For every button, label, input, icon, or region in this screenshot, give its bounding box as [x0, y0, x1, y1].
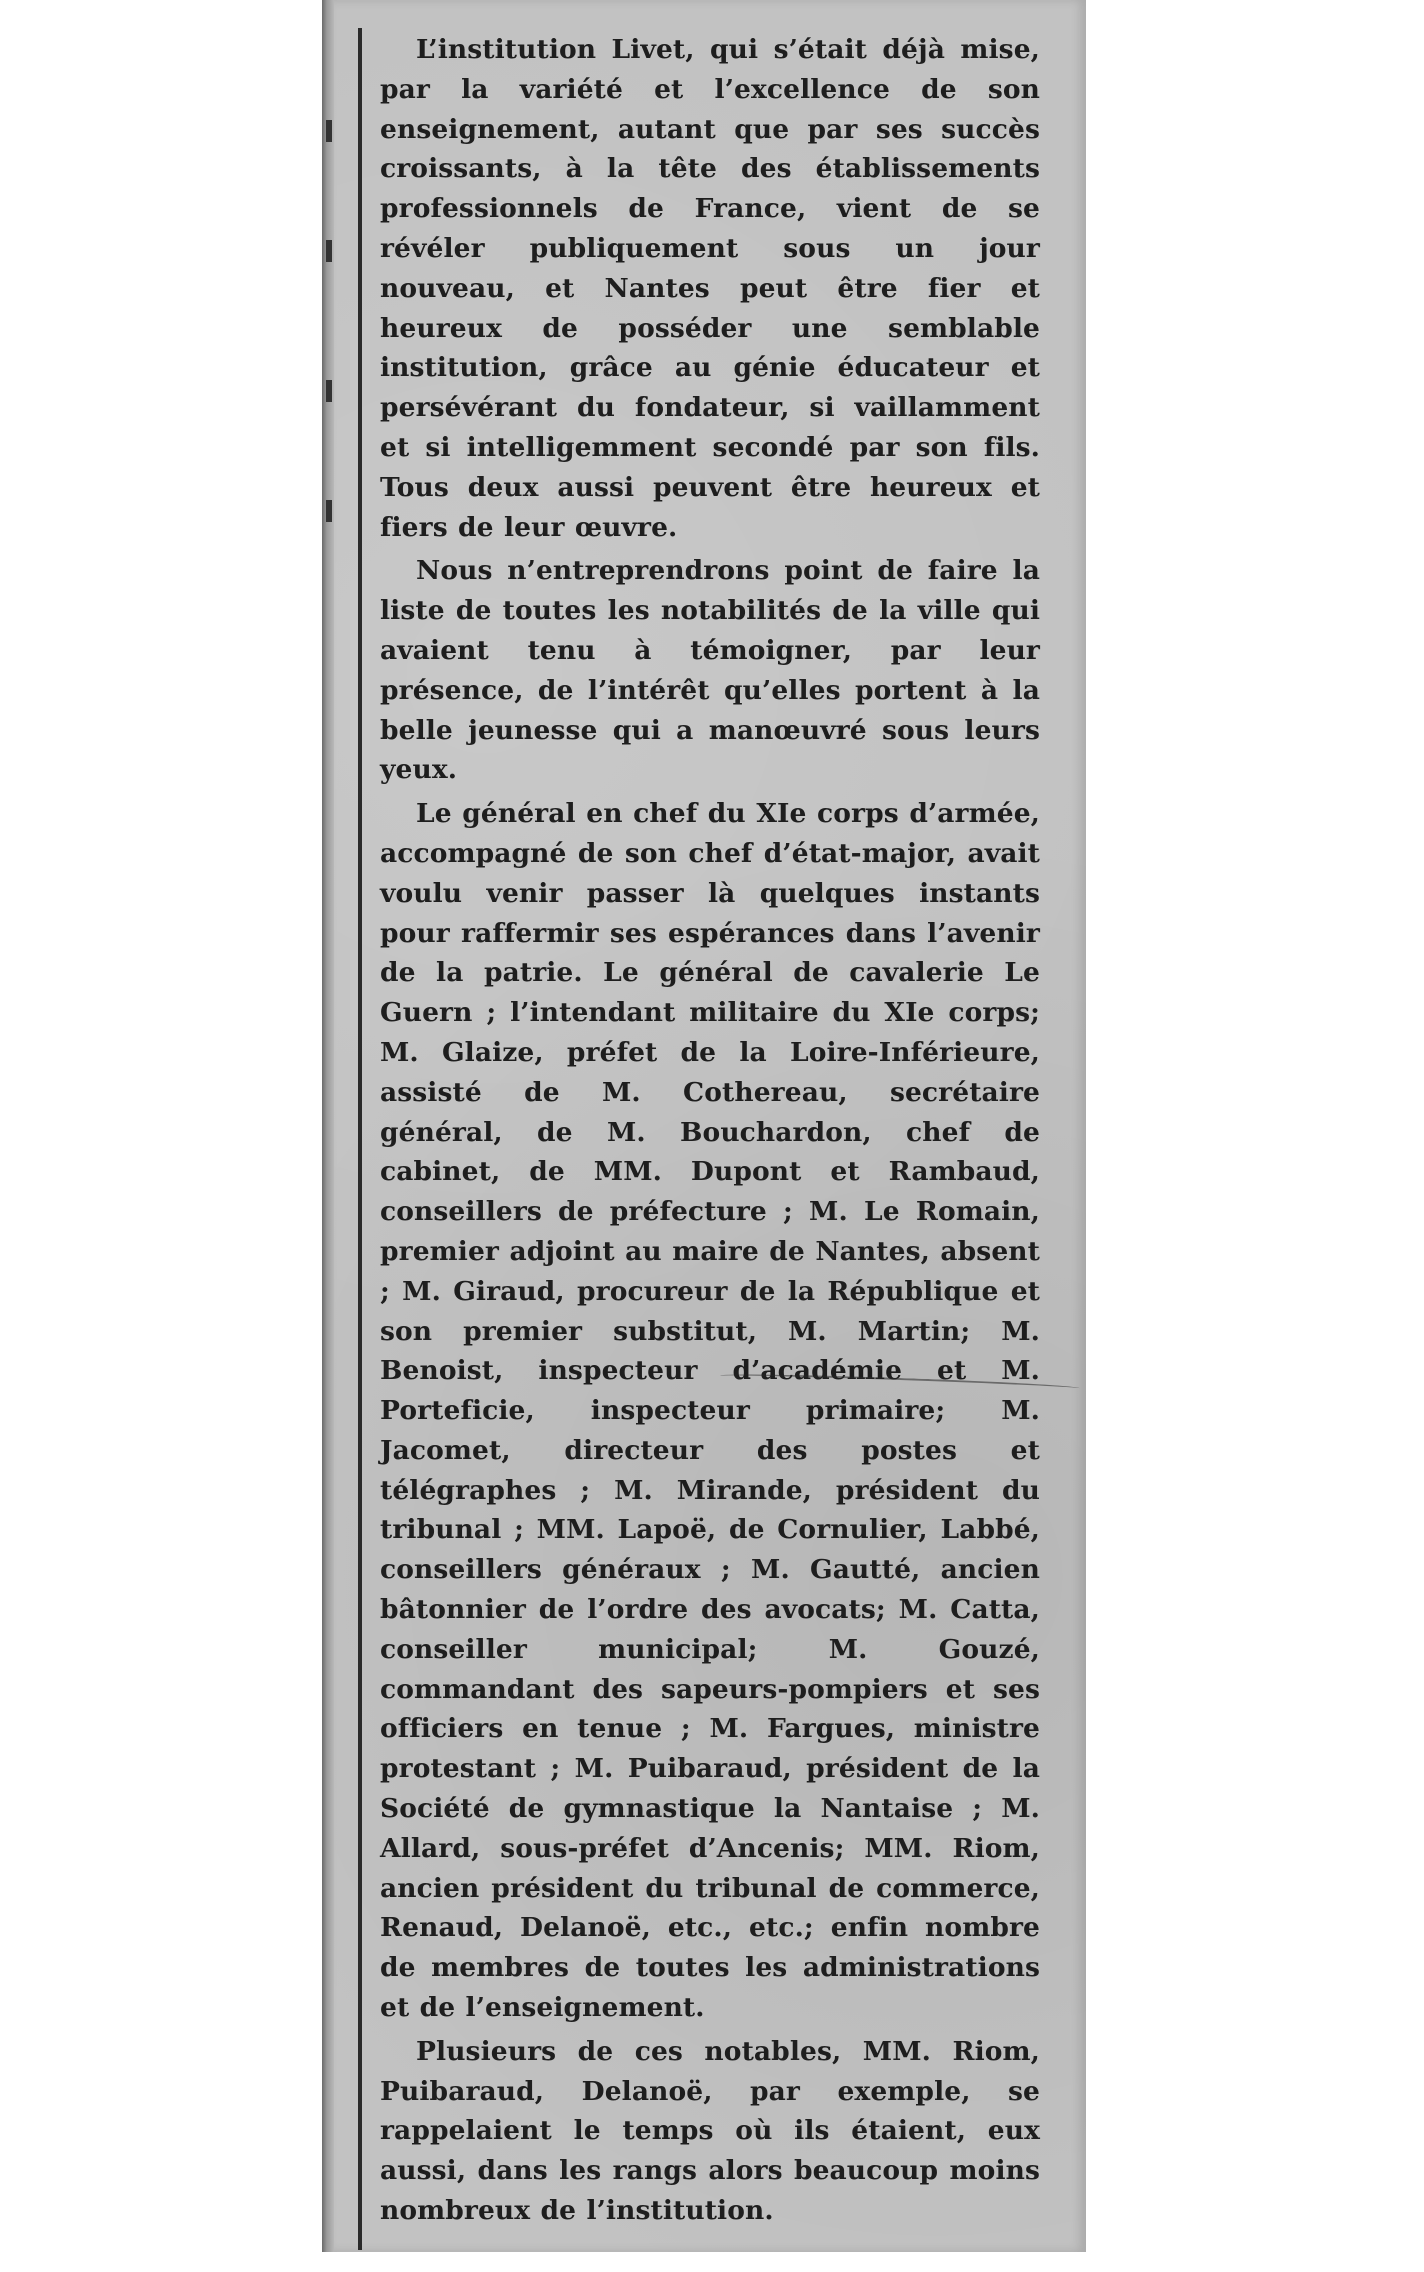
column-rule [358, 28, 362, 2250]
article-text [380, 30, 1040, 2231]
paragraph-1: L’institution Livet, qui s’était déjà mise, par la variété et l’excellence de son enseignement, autant que par ses succès croissants, à la tête des établissements professionnels de France, vient de se révéler publiquement sous un jour nouveau, et Nantes peut être fier et heureux de posséder une semblable institution, grâce au génie éducateur et persévérant du fondateur, si vaillamment et si intelligemment secondé par son fils. Tous deux aussi peuvent être heureux et fiers de leur œuvre. [380, 34, 1040, 543]
edge-mark [326, 240, 332, 262]
edge-marks [326, 120, 334, 520]
paragraph-3: Le général en chef du XIe corps d’armée, accompagné de son chef d’état-major, avait voulu venir passer là quelques instants pour raffermir ses espérances dans l’avenir de la patrie. Le général de cavalerie Le Guern ; l’intendant militaire du XIe corps; M. Glaize, préfet de la Loire-Inférieure, assisté de M. Cothereau, secrétaire général, de M. Bouchardon, chef de cabinet, de MM. Dupont et Rambaud, conseillers de préfecture ; M. Le Romain, premier adjoint au maire de Nantes, absent ; M. Giraud, procureur de la République et son premier substitut, M. Martin; M. Benoist, inspecteur d’académie et M. Porteficie, inspecteur primaire; M. Jacomet, directeur des postes et télégraphes ; M. Mirande, président du tribunal ; MM. Lapoë, de Cornulier, Labbé, conseillers généraux ; M. Gautté, ancien bâtonnier de l’ordre des avocats; M. Catta, conseiller municipal; M. Gouzé, commandant des sapeurs-pompiers et ses officiers en tenue ; M. Fargues, ministre protestant ; M. Puibaraud, président de la Société de gymnastique la Nantaise ; M. Allard, sous-préfet d’Ancenis; MM. Riom, ancien président du tribunal de commerce, Renaud, Delanoë, etc., etc.; enfin nombre de membres de toutes les administrations et de l’enseignement. [380, 798, 1040, 2024]
edge-mark [326, 500, 332, 522]
edge-mark [326, 120, 332, 142]
paragraph-2: Nous n’entreprendrons point de faire la liste de toutes les notabilités de la ville qui avaient tenu à témoigner, par leur présence, de l’intérêt qu’elles portent à la belle jeunesse qui a manœuvré sous leurs yeux. [380, 555, 1040, 786]
paragraph-4: Plusieurs de ces notables, MM. Riom, Puibaraud, Delanoë, par exemple, se rappelaient le temps où ils étaient, eux aussi, dans les rangs alors beaucoup moins nombreux de l’institution. [380, 2035, 1040, 2227]
edge-mark [326, 380, 332, 402]
